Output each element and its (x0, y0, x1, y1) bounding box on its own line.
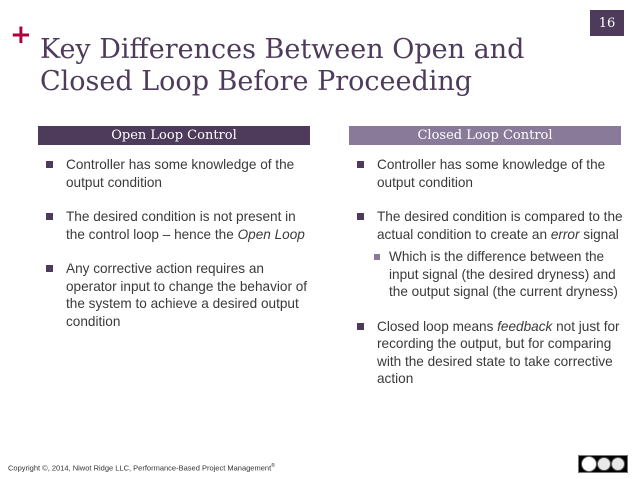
cc-nc-icon (611, 457, 625, 471)
square-sub-bullet-icon (374, 254, 380, 260)
title-line-1: Key Differences Between Open and (40, 34, 525, 65)
square-bullet-icon (46, 265, 53, 272)
closed-loop-bullet-2-emphasis: error (550, 226, 580, 242)
square-bullet-icon (46, 161, 53, 168)
closed-loop-bullet-3-start: Closed loop means (377, 318, 498, 334)
cc-by-icon (597, 457, 611, 471)
creative-commons-badge-icon (578, 455, 628, 473)
cc-circle-icon (581, 456, 597, 472)
list-item (355, 156, 623, 191)
plus-decoration-icon: + (10, 20, 32, 50)
square-bullet-icon (46, 213, 53, 220)
closed-loop-bullet-3-end: not just for recording the output, but for comparing with the desired state to take corrective action (377, 318, 620, 386)
list-item (44, 156, 314, 191)
closed-loop-bullet-3-emphasis: feedback (497, 318, 553, 334)
closed-loop-bullet-2-text: The desired condition is compared to the actual condition to create an (377, 209, 623, 242)
slide-title (40, 34, 580, 98)
page-number: 16 (590, 10, 624, 36)
square-bullet-icon (357, 213, 364, 220)
closed-loop-sub-bullet: Which is the difference between the input signal (the desired dryness) and the output signal (the current dryness) (389, 249, 618, 299)
list-item (371, 248, 623, 301)
open-loop-bullet-3: Any corrective action requires an operator input to change the behavior of the system to achieve a desired output condition (66, 261, 308, 329)
closed-loop-header: Closed Loop Control (349, 126, 621, 145)
open-loop-bullet-2-text: The desired condition is not present in the control loop – hence the (66, 209, 296, 242)
list-item (44, 260, 314, 330)
copyright-footer (8, 463, 275, 473)
open-loop-bullet-2-emphasis: Open Loop (237, 226, 305, 242)
copyright-text: Copyright ©, 2014, Niwot Ridge LLC, Performance-Based Project Management (8, 463, 272, 473)
title-line-2: Closed Loop Before Proceeding (40, 66, 473, 97)
closed-loop-bullet-1: Controller has some knowledge of the output condition (377, 157, 606, 190)
registered-mark: ® (271, 463, 275, 469)
closed-loop-list (355, 156, 623, 388)
list-item (44, 208, 314, 243)
list-item (355, 208, 623, 243)
open-loop-bullet-1: Controller has some knowledge of the output condition (66, 157, 295, 190)
list-item (355, 318, 623, 388)
square-bullet-icon (357, 161, 364, 168)
closed-loop-bullet-2-end: signal (579, 226, 619, 242)
open-loop-header: Open Loop Control (38, 126, 310, 145)
open-loop-list (44, 156, 314, 330)
square-bullet-icon (357, 323, 364, 330)
